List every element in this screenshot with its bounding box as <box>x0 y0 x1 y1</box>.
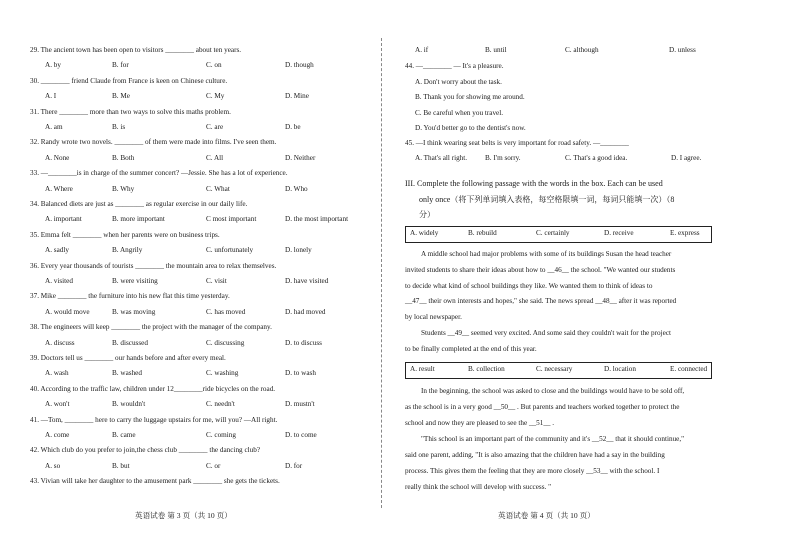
passage-line: A middle school had major problems with some of its buildings Susan the head teacher <box>421 250 672 258</box>
question-stem: 38. The engineers will keep ________ the project with the manager of the company. <box>30 323 272 332</box>
answer-option: A. important <box>45 215 82 224</box>
section-title: only once（将下列单词填入表格，每空格限填一词，每词只能填一次）（8 <box>419 195 675 204</box>
answer-option: A. come <box>45 431 70 439</box>
passage-line: to be finally completed at the end of this year. <box>405 345 537 353</box>
word-option: E. express <box>670 229 700 237</box>
answer-option: C. Be careful when you travel. <box>415 108 504 117</box>
passage-line: as the school is in a very good __50__ . But parents and teachers worked together to protect the <box>405 403 680 411</box>
question-stem: 29. The ancient town has been open to visitors ________ about ten years. <box>30 46 242 54</box>
answer-option: D. Mine <box>285 92 309 101</box>
answer-option: A. Don't worry about the task. <box>415 78 502 86</box>
answer-option: D. mustn't <box>285 400 315 409</box>
answer-option: B. Angrily <box>112 246 143 255</box>
word-option: D. location <box>604 365 636 373</box>
passage-line: Students __49__ seemed very excited. And some said they couldn't wait for the project <box>421 329 672 337</box>
passage-line: invited students to share their ideas about how to __46__ the school. "We wanted our students <box>405 266 676 274</box>
word-option: A. result <box>410 365 435 373</box>
answer-option: D. I agree. <box>671 154 702 162</box>
answer-option: C. washing <box>206 369 239 378</box>
answer-option: A. That's all right. <box>415 154 468 162</box>
answer-option: D. Who <box>285 184 308 193</box>
answer-option: B. until <box>485 46 507 54</box>
word-box-2 <box>405 362 712 379</box>
answer-option: B. washed <box>112 369 142 378</box>
passage-line: __47__ their own interests and hopes," she said. The news spread __48__ after it was reported <box>405 297 677 305</box>
word-option: C. necessary <box>536 365 573 373</box>
section-title: 分） <box>419 210 435 219</box>
answer-option: A. discuss <box>45 338 75 347</box>
answer-option: C. coming <box>206 431 236 439</box>
answer-option: C. are <box>206 123 224 131</box>
answer-option: B. came <box>112 431 136 439</box>
answer-option: A. so <box>45 461 61 470</box>
answer-option: C. discussing <box>206 338 245 347</box>
page-divider <box>381 38 382 508</box>
answer-option: C. has moved <box>206 307 246 316</box>
answer-option: B. Why <box>112 184 135 193</box>
answer-option: A. if <box>415 46 429 54</box>
answer-option: B. for <box>112 61 129 70</box>
answer-option: B. discussed <box>112 338 148 347</box>
word-option: E. connected <box>670 365 708 373</box>
answer-option: C. visit <box>206 277 227 285</box>
question-stem: 42. Which club do you prefer to join,the chess club ________ the dancing club? <box>30 446 261 455</box>
passage-line: In the beginning, the school was asked to close and the buildings would have to be sold off, <box>421 387 685 395</box>
word-option: A. widely <box>410 229 439 237</box>
answer-option: A. None <box>45 153 70 162</box>
answer-option: C. unfortunately <box>206 246 254 255</box>
answer-option: C. needn't <box>206 400 235 409</box>
answer-option: B. was moving <box>112 307 156 316</box>
answer-option: A. sadly <box>45 246 69 255</box>
answer-option: D. You'd better go to the dentist's now. <box>415 124 526 133</box>
answer-option: C. My <box>206 92 225 101</box>
answer-option: B. were visiting <box>112 277 158 285</box>
answer-option: B. I'm sorry. <box>485 154 521 162</box>
answer-option: C. on <box>206 61 222 70</box>
answer-option: D. though <box>285 61 314 70</box>
answer-option: D. the most important <box>285 215 349 224</box>
footer-page-4: 英语试卷 第 4 页（共 10 页） <box>498 511 595 520</box>
answer-option: B. Thank you for showing me around. <box>415 93 525 102</box>
answer-option: B. wouldn't <box>112 400 146 409</box>
answer-option: D. for <box>285 461 303 470</box>
answer-option: D. have visited <box>285 277 329 285</box>
word-option: C. certainly <box>536 229 570 237</box>
question-stem: 45. —I think wearing seat belts is very important for road safety. —________ <box>405 139 629 147</box>
passage-line: really think the school will develop with success. " <box>405 483 552 491</box>
question-stem: 31. There ________ more than two ways to solve this maths problem. <box>30 107 231 116</box>
answer-option: C. What <box>206 184 230 193</box>
question-stem: 37. Mike ________ the furniture into his new flat this time yesterday. <box>30 292 230 301</box>
answer-option: B. Both <box>112 153 135 162</box>
passage-line: school and now they are pleased to see the __51__ . <box>405 419 555 427</box>
word-option: B. collection <box>468 365 505 373</box>
answer-option: C. All <box>206 153 224 162</box>
answer-option: D. Neither <box>285 153 316 162</box>
answer-option: C most important <box>206 215 257 224</box>
question-stem: 41. —Tom, ________ here to carry the luggage upstairs for me, will you? —All right. <box>30 415 278 424</box>
question-stem: 44. —________ — It's a pleasure. <box>405 62 504 70</box>
answer-option: A. would move <box>45 307 90 316</box>
answer-option: B. is <box>112 123 126 131</box>
question-stem: 34. Balanced diets are just as ________ as regular exercise in our daily life. <box>30 200 248 208</box>
footer-page-3: 英语试卷 第 3 页（共 10 页） <box>135 511 232 520</box>
answer-option: A. am <box>45 123 63 131</box>
answer-option: A. visited <box>45 277 73 285</box>
passage-line: to decide what kind of school buildings they like. We wanted them to think of ideas to <box>405 282 653 290</box>
answer-option: C. although <box>565 46 599 54</box>
answer-option: B. but <box>112 461 130 470</box>
answer-option: B. more important <box>112 215 165 224</box>
answer-option: C. or <box>206 461 221 470</box>
passage-line: process. This gives them the feeling that they are more closely __53__ with the school. I <box>405 467 660 475</box>
answer-option: D. had moved <box>285 307 326 316</box>
answer-option: D. unless <box>669 46 696 54</box>
question-stem: 35. Emma felt ________ when her parents were on business trips. <box>30 230 220 239</box>
word-option: D. receive <box>604 229 634 237</box>
question-stem: 39. Doctors tell us ________ our hands before and after every meal. <box>30 354 226 362</box>
passage-line: said one parent, adding, "It is also amazing that the children have had a say in the building <box>405 451 665 459</box>
answer-option: A. wash <box>45 369 69 378</box>
passage-line: "This school is an important part of the community and it's __52__ that it should continue," <box>421 435 685 443</box>
answer-option: B. Me <box>112 92 130 101</box>
answer-option: D. to wash <box>285 369 316 378</box>
answer-option: D. to discuss <box>285 338 322 347</box>
answer-option: D. to come <box>285 431 317 439</box>
question-stem: 30. ________ friend Claude from France is keen on Chinese culture. <box>30 76 228 85</box>
word-box-1 <box>405 226 712 243</box>
question-stem: 40. According to the traffic law, children under 12________ride bicycles on the road. <box>30 384 276 393</box>
answer-option: A. by <box>45 61 61 70</box>
answer-option: D. be <box>285 123 301 131</box>
answer-option: A. Where <box>45 184 73 193</box>
answer-option: D. lonely <box>285 246 312 255</box>
answer-option: C. That's a good idea. <box>565 154 628 162</box>
question-stem: 32. Randy wrote two novels. ________ of them were made into films. I've seen them. <box>30 138 277 147</box>
section-title: III. Complete the following passage with the words in the box. Each can be used <box>405 179 663 188</box>
word-option: B. rebuild <box>468 229 497 237</box>
answer-option: A. won't <box>45 400 70 409</box>
answer-option: A. I <box>45 92 57 101</box>
question-stem: 43. Vivian will take her daughter to the amusement park ________ she gets the tickets. <box>30 477 280 486</box>
passage-line: by local newspaper. <box>405 313 462 321</box>
question-stem: 36. Every year thousands of tourists ________ the mountain area to relax themselves. <box>30 261 277 270</box>
question-stem: 33. —________is in charge of the summer concert? —Jessie. She has a lot of experience. <box>30 169 288 178</box>
